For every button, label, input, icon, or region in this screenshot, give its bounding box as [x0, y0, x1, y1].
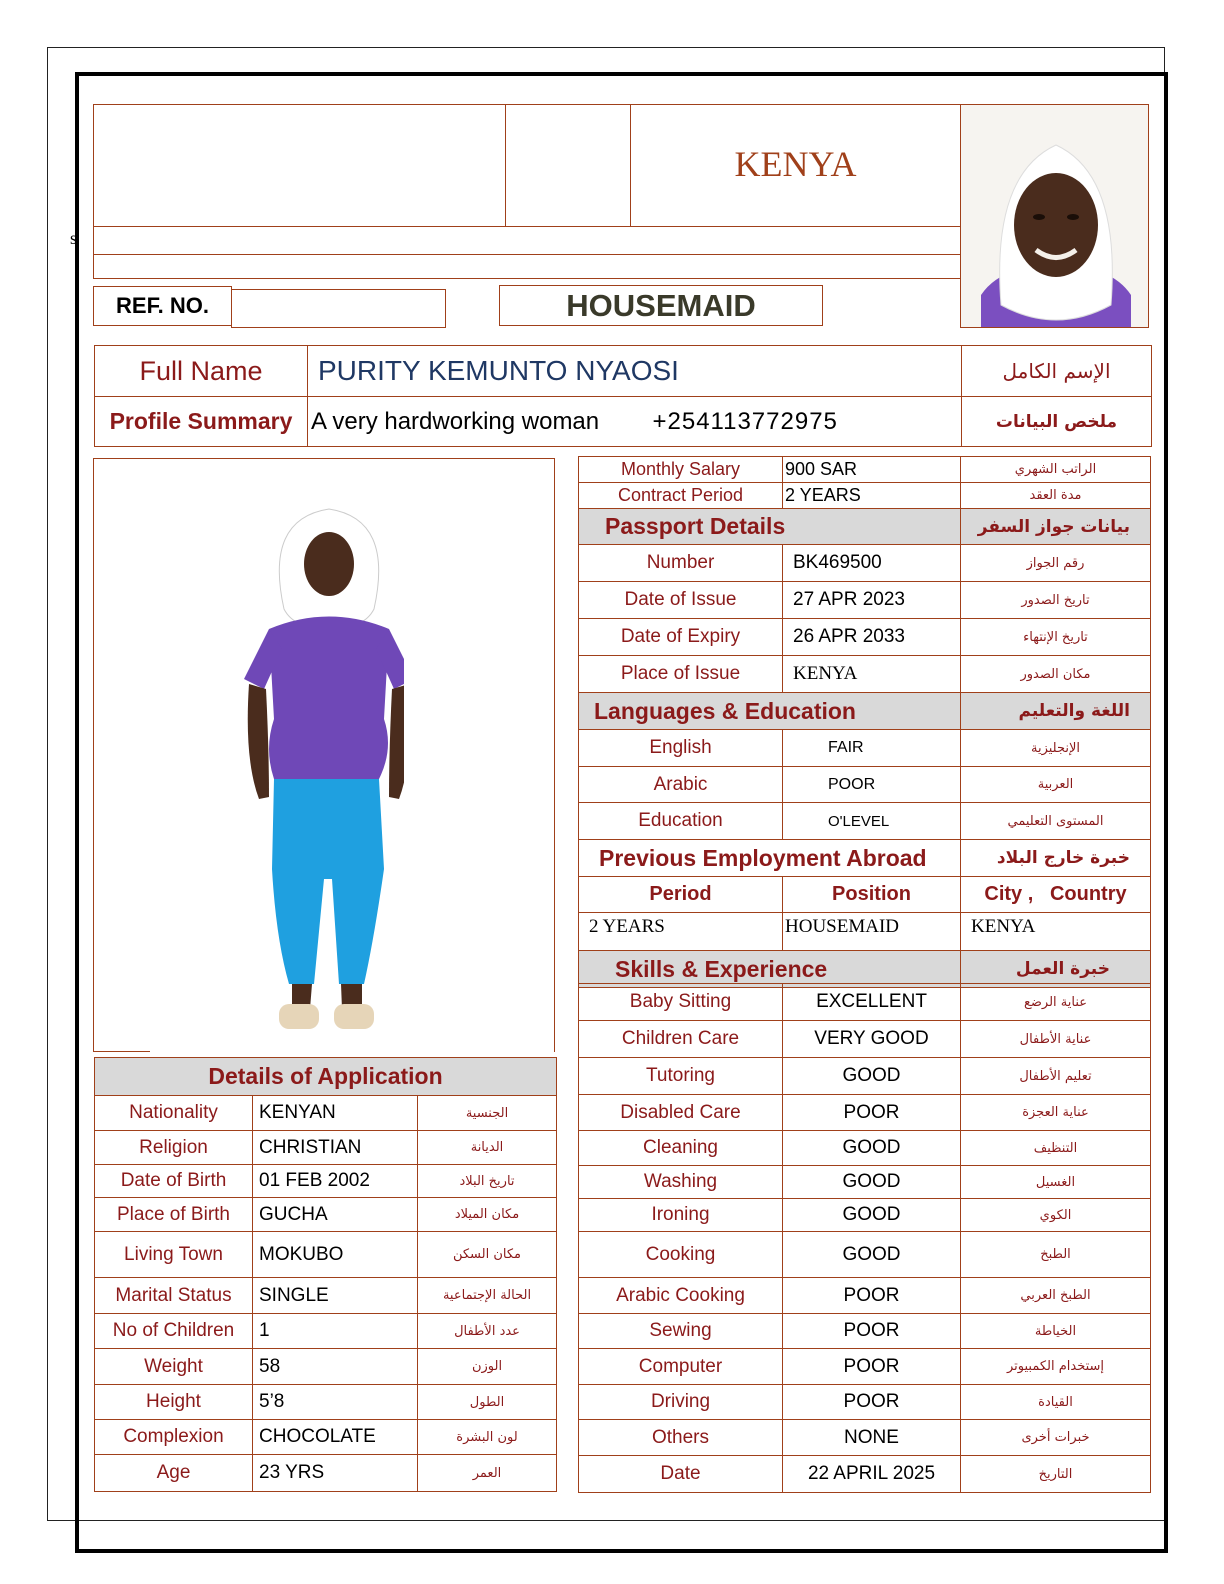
employment-title-ar: خبرة خارج البلاد	[961, 840, 1151, 877]
skill-label: Computer	[579, 1349, 783, 1385]
application-value: 23 YRS	[253, 1455, 418, 1492]
application-ar: الحالة الإجتماعية	[418, 1278, 557, 1314]
profile-ar: ملخص البيانات	[962, 397, 1152, 447]
employment-period: 2 YEARS	[579, 913, 783, 951]
skill-row	[579, 1314, 1151, 1349]
passport-row	[579, 582, 1151, 619]
skill-row	[579, 1456, 1151, 1493]
application-table	[94, 1057, 557, 1492]
employment-position: HOUSEMAID	[783, 913, 961, 951]
application-label: Weight	[95, 1349, 253, 1385]
skill-row	[579, 1166, 1151, 1199]
header-box-left	[93, 104, 506, 227]
skill-label: Cooking	[579, 1232, 783, 1278]
passport-ar: تاريخ الصدور	[961, 582, 1151, 619]
full-body-image	[244, 479, 404, 1049]
skill-ar: الكوي	[961, 1199, 1151, 1232]
languages-header	[579, 693, 1151, 730]
application-value: 1	[253, 1314, 418, 1349]
skill-label: Children Care	[579, 1021, 783, 1058]
passport-label: Date of Issue	[579, 582, 783, 619]
language-row	[579, 767, 1151, 803]
passport-ar: رقم الجواز	[961, 545, 1151, 582]
full-body-photo	[93, 458, 555, 1052]
application-value: 01 FEB 2002	[253, 1165, 418, 1198]
skill-value: POOR	[783, 1385, 961, 1420]
languages-title-ar: اللغة والتعليم	[961, 693, 1151, 730]
passport-label: Date of Expiry	[579, 619, 783, 656]
employment-columns	[579, 877, 1151, 913]
skill-value: EXCELLENT	[783, 984, 961, 1021]
passport-label: Number	[579, 545, 783, 582]
application-ar: مكان السكن	[418, 1232, 557, 1278]
skill-row	[579, 1058, 1151, 1095]
headshot-photo	[960, 104, 1149, 328]
application-value: CHOCOLATE	[253, 1420, 418, 1455]
application-ar: العمر	[418, 1455, 557, 1492]
skill-value: POOR	[783, 1278, 961, 1314]
application-label: Religion	[95, 1131, 253, 1165]
salary-row	[579, 483, 1151, 509]
job-title: HOUSEMAID	[566, 287, 756, 323]
skill-label: Washing	[579, 1166, 783, 1199]
skills-title: Skills & Experience	[579, 951, 961, 988]
languages-title: Languages & Education	[579, 693, 961, 730]
skill-ar: الخياطة	[961, 1314, 1151, 1349]
skill-value: GOOD	[783, 1058, 961, 1095]
skill-label: Disabled Care	[579, 1095, 783, 1131]
application-ar: الطول	[418, 1385, 557, 1420]
language-value: POOR	[783, 767, 961, 803]
language-row	[579, 730, 1151, 767]
skill-label: Arabic Cooking	[579, 1278, 783, 1314]
employment-col-position: Position	[783, 877, 961, 913]
country-title: KENYA	[734, 143, 857, 184]
skill-row	[579, 1420, 1151, 1456]
skill-ar: تعليم الأطفال	[961, 1058, 1151, 1095]
salary-label: Monthly Salary	[579, 457, 783, 483]
skill-ar: الطبخ العربي	[961, 1278, 1151, 1314]
language-label: Arabic	[579, 767, 783, 803]
skill-ar: التنظيف	[961, 1131, 1151, 1166]
passport-label: Place of Issue	[579, 656, 783, 693]
employment-col-period: Period	[579, 877, 783, 913]
application-label: Living Town	[95, 1232, 253, 1278]
skill-value: GOOD	[783, 1199, 961, 1232]
salary-ar: مدة العقد	[961, 483, 1151, 509]
skill-ar: القيادة	[961, 1385, 1151, 1420]
passport-value: 26 APR 2033	[783, 619, 961, 656]
application-value: SINGLE	[253, 1278, 418, 1314]
salary-label: Contract Period	[579, 483, 783, 509]
skill-row	[579, 1232, 1151, 1278]
skill-label: Tutoring	[579, 1058, 783, 1095]
skill-value: NONE	[783, 1420, 961, 1456]
application-value: GUCHA	[253, 1198, 418, 1232]
application-label: No of Children	[95, 1314, 253, 1349]
skill-row	[579, 1385, 1151, 1420]
application-row	[95, 1349, 557, 1385]
application-value: MOKUBO	[253, 1232, 418, 1278]
skill-value: 22 APRIL 2025	[783, 1456, 961, 1493]
passport-value: 27 APR 2023	[783, 582, 961, 619]
passport-value: KENYA	[783, 656, 961, 693]
ref-label: REF. NO.	[116, 293, 209, 318]
skill-ar: عناية العجزة	[961, 1095, 1151, 1131]
profile-label: Profile Summary	[95, 397, 308, 447]
skill-row	[579, 1021, 1151, 1058]
skills-title-ar: خبرة العمل	[961, 951, 1151, 988]
language-value: FAIR	[783, 730, 961, 767]
salary-value: 2 YEARS	[783, 483, 961, 509]
skill-value: POOR	[783, 1095, 961, 1131]
application-ar: الجنسية	[418, 1096, 557, 1131]
identity-table	[94, 345, 1152, 447]
skill-value: GOOD	[783, 1166, 961, 1199]
skill-row	[579, 1095, 1151, 1131]
application-title: Details of Application	[95, 1058, 557, 1096]
employment-country: KENYA	[961, 913, 1151, 951]
passport-title-ar: بيانات جواز السفر	[961, 509, 1151, 545]
skill-ar: الطبخ	[961, 1232, 1151, 1278]
skill-row	[579, 1199, 1151, 1232]
skill-value: POOR	[783, 1314, 961, 1349]
application-label: Height	[95, 1385, 253, 1420]
header-row-3	[93, 254, 961, 279]
application-value: KENYAN	[253, 1096, 418, 1131]
application-ar: تاريخ البلاد	[418, 1165, 557, 1198]
skill-label: Baby Sitting	[579, 984, 783, 1021]
passport-row	[579, 545, 1151, 582]
application-row	[95, 1165, 557, 1198]
full-name-value: PURITY KEMUNTO NYAOSI	[308, 346, 962, 397]
application-row	[95, 1385, 557, 1420]
skill-ar: التاريخ	[961, 1456, 1151, 1493]
application-value: 58	[253, 1349, 418, 1385]
application-row	[95, 1096, 557, 1131]
skills-table	[578, 983, 1151, 1493]
passport-value: BK469500	[783, 545, 961, 582]
application-row	[95, 1455, 557, 1492]
skill-label: Ironing	[579, 1199, 783, 1232]
skill-ar: عناية الأطفال	[961, 1021, 1151, 1058]
passport-row	[579, 656, 1151, 693]
salary-ar: الراتب الشهري	[961, 457, 1151, 483]
stray-mark: s	[70, 228, 78, 248]
application-ar: لون البشرة	[418, 1420, 557, 1455]
country-box	[630, 104, 961, 227]
skill-label: Cleaning	[579, 1131, 783, 1166]
employment-row	[579, 913, 1151, 951]
application-label: Place of Birth	[95, 1198, 253, 1232]
language-ar: الإنجليزية	[961, 730, 1151, 767]
ref-label-box	[93, 286, 232, 326]
full-name-ar: الإسم الكامل	[962, 346, 1152, 397]
application-label: Age	[95, 1455, 253, 1492]
application-row	[95, 1198, 557, 1232]
application-ar: الديانة	[418, 1131, 557, 1165]
full-name-label: Full Name	[95, 346, 308, 397]
application-label: Nationality	[95, 1096, 253, 1131]
language-ar: المستوى التعليمي	[961, 803, 1151, 840]
passport-ar: مكان الصدور	[961, 656, 1151, 693]
salary-row	[579, 457, 1151, 483]
profile-text: A very hardworking woman	[311, 407, 600, 435]
application-row	[95, 1314, 557, 1349]
skill-row	[579, 1349, 1151, 1385]
skills-header	[579, 951, 1151, 988]
passport-ar: تاريخ الإنتهاء	[961, 619, 1151, 656]
application-label: Marital Status	[95, 1278, 253, 1314]
skill-value: GOOD	[783, 1131, 961, 1166]
employment-col-country: City , Country	[961, 877, 1151, 913]
skill-row	[579, 1278, 1151, 1314]
skill-row	[579, 984, 1151, 1021]
application-row	[95, 1278, 557, 1314]
application-ar: عدد الأطفال	[418, 1314, 557, 1349]
skill-label: Others	[579, 1420, 783, 1456]
phone-number: +254113772975	[652, 407, 838, 435]
skill-ar: خبرات أخرى	[961, 1420, 1151, 1456]
language-row	[579, 803, 1151, 840]
headshot-image	[961, 105, 1149, 328]
language-ar: العربية	[961, 767, 1151, 803]
skill-row	[579, 1131, 1151, 1166]
application-ar: الوزن	[418, 1349, 557, 1385]
job-title-box	[499, 285, 823, 326]
application-row	[95, 1131, 557, 1165]
language-label: Education	[579, 803, 783, 840]
skill-ar: إستخدام الكمبيوتر	[961, 1349, 1151, 1385]
salary-value: 900 SAR	[783, 457, 961, 483]
header-row-2	[93, 226, 961, 255]
application-row	[95, 1420, 557, 1455]
skill-value: VERY GOOD	[783, 1021, 961, 1058]
application-label: Date of Birth	[95, 1165, 253, 1198]
language-value: O'LEVEL	[783, 803, 961, 840]
passport-row	[579, 619, 1151, 656]
application-ar: مكان الميلاد	[418, 1198, 557, 1232]
skill-label: Sewing	[579, 1314, 783, 1349]
application-row	[95, 1232, 557, 1278]
employment-title: Previous Employment Abroad	[579, 840, 961, 877]
header-box-middle	[505, 104, 631, 227]
ref-value-box	[231, 289, 446, 328]
application-label: Complexion	[95, 1420, 253, 1455]
language-label: English	[579, 730, 783, 767]
skill-ar: عناية الرضع	[961, 984, 1151, 1021]
skill-label: Date	[579, 1456, 783, 1493]
passport-title: Passport Details	[579, 509, 961, 545]
skill-value: GOOD	[783, 1232, 961, 1278]
employment-header	[579, 840, 1151, 877]
application-value: CHRISTIAN	[253, 1131, 418, 1165]
profile-value	[308, 397, 962, 447]
right-details-table	[578, 456, 1151, 988]
skill-label: Driving	[579, 1385, 783, 1420]
skill-ar: الغسيل	[961, 1166, 1151, 1199]
skill-value: POOR	[783, 1349, 961, 1385]
passport-header	[579, 509, 1151, 545]
application-value: 5’8	[253, 1385, 418, 1420]
